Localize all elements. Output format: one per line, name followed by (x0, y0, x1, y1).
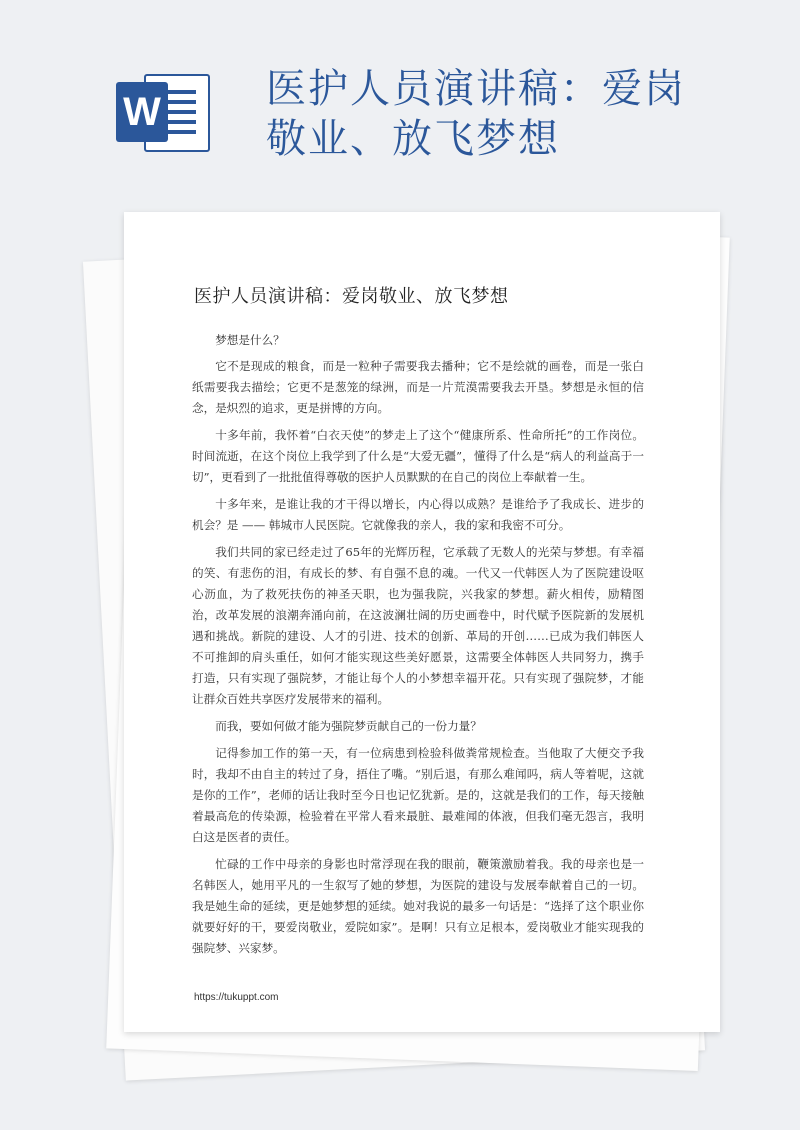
paragraph: 记得参加工作的第一天，有一位病患到检验科做粪常规检查。当他取了大便交予我时，我却不由自主的转过了身，捂住了嘴。“别后退，有那么难闻吗，病人等着呢，这就是你的工作”，老师的话让我时至今日也记忆犹新。是的，这就是我们的工作，每天接触着最高危的传染源，检验着在平常人看来最脏、最难闻的体液，但我们毫无怨言，我明白这是医者的责任。 (192, 746, 644, 844)
paragraph: 梦想是什么？ (215, 333, 285, 347)
page-title: 医护人员演讲稿：爱岗敬业、放飞梦想 (266, 66, 686, 162)
document-page (124, 212, 720, 1032)
paragraph: 忙碌的工作中母亲的身影也时常浮现在我的眼前，鞭策激励着我。我的母亲也是一名韩医人，她用平凡的一生叙写了她的梦想，为医院的建设与发展奉献着自己的一切。我是她生命的延续，更是她梦想的延续。她对我说的最多一句话是：“选择了这个职业你就要好好的干，要爱岗敬业，爱院如家”。是啊！只有立足根本，爱岗敬业才能实现我的强院梦、兴家梦。 (192, 857, 644, 955)
word-document-icon (116, 68, 212, 152)
paragraph: 而我，要如何做才能为强院梦贡献自己的一份力量？ (215, 719, 482, 733)
paragraph: 我们共同的家已经走过了65年的光辉历程，它承载了无数人的光荣与梦想。有幸福的笑、有悲伤的泪，有成长的梦、有自强不息的魂。一代又一代韩医人为了医院建设呕心沥血，为了救死扶伤的神圣天职，也为强我院，兴我家的梦想。薪火相传，励精图治，改革发展的浪潮奔涌向前，在这波澜壮阔的历史画卷中，时代赋予医院新的发展机遇和挑战。新院的建设、人才的引进、技术的创新、革局的开创……已成为我们韩医人不可推卸的肩头重任，如何才能实现这些美好愿景，这需要全体韩医人共同努力，携手打造，只有实现了强院梦，才能让每个人的小梦想幸福开花。只有实现了强院梦，才能让群众百姓共享医疗发展带来的福利。 (192, 545, 644, 706)
paragraph: 十多年来，是谁让我的才干得以增长，内心得以成熟？是谁给予了我成长、进步的机会？是 —— 韩城市人民医院。它就像我的亲人，我的家和我密不可分。 (192, 497, 644, 532)
footer-url[interactable]: https://tukuppt.com (194, 992, 279, 1003)
document-body (192, 330, 644, 965)
paragraph: 十多年前，我怀着“白衣天使”的梦走上了这个“健康所系、性命所托”的工作岗位。时间流逝，在这个岗位上我学到了什么是“大爱无疆”，懂得了什么是“病人的利益高于一切”，更看到了一批批值得尊敬的医护人员默默的在自己的岗位上奉献着一生。 (192, 428, 644, 484)
word-logo-letter: W (116, 82, 168, 142)
paragraph: 它不是现成的粮食，而是一粒种子需要我去播种；它不是绘就的画卷，而是一张白纸需要我去描绘；它更不是葱笼的绿洲，而是一片荒漠需要我去开垦。梦想是永恒的信念，是炽烈的追求，更是拼博的方向。 (192, 359, 644, 415)
document-title: 医护人员演讲稿：爱岗敬业、放飞梦想 (194, 286, 509, 307)
